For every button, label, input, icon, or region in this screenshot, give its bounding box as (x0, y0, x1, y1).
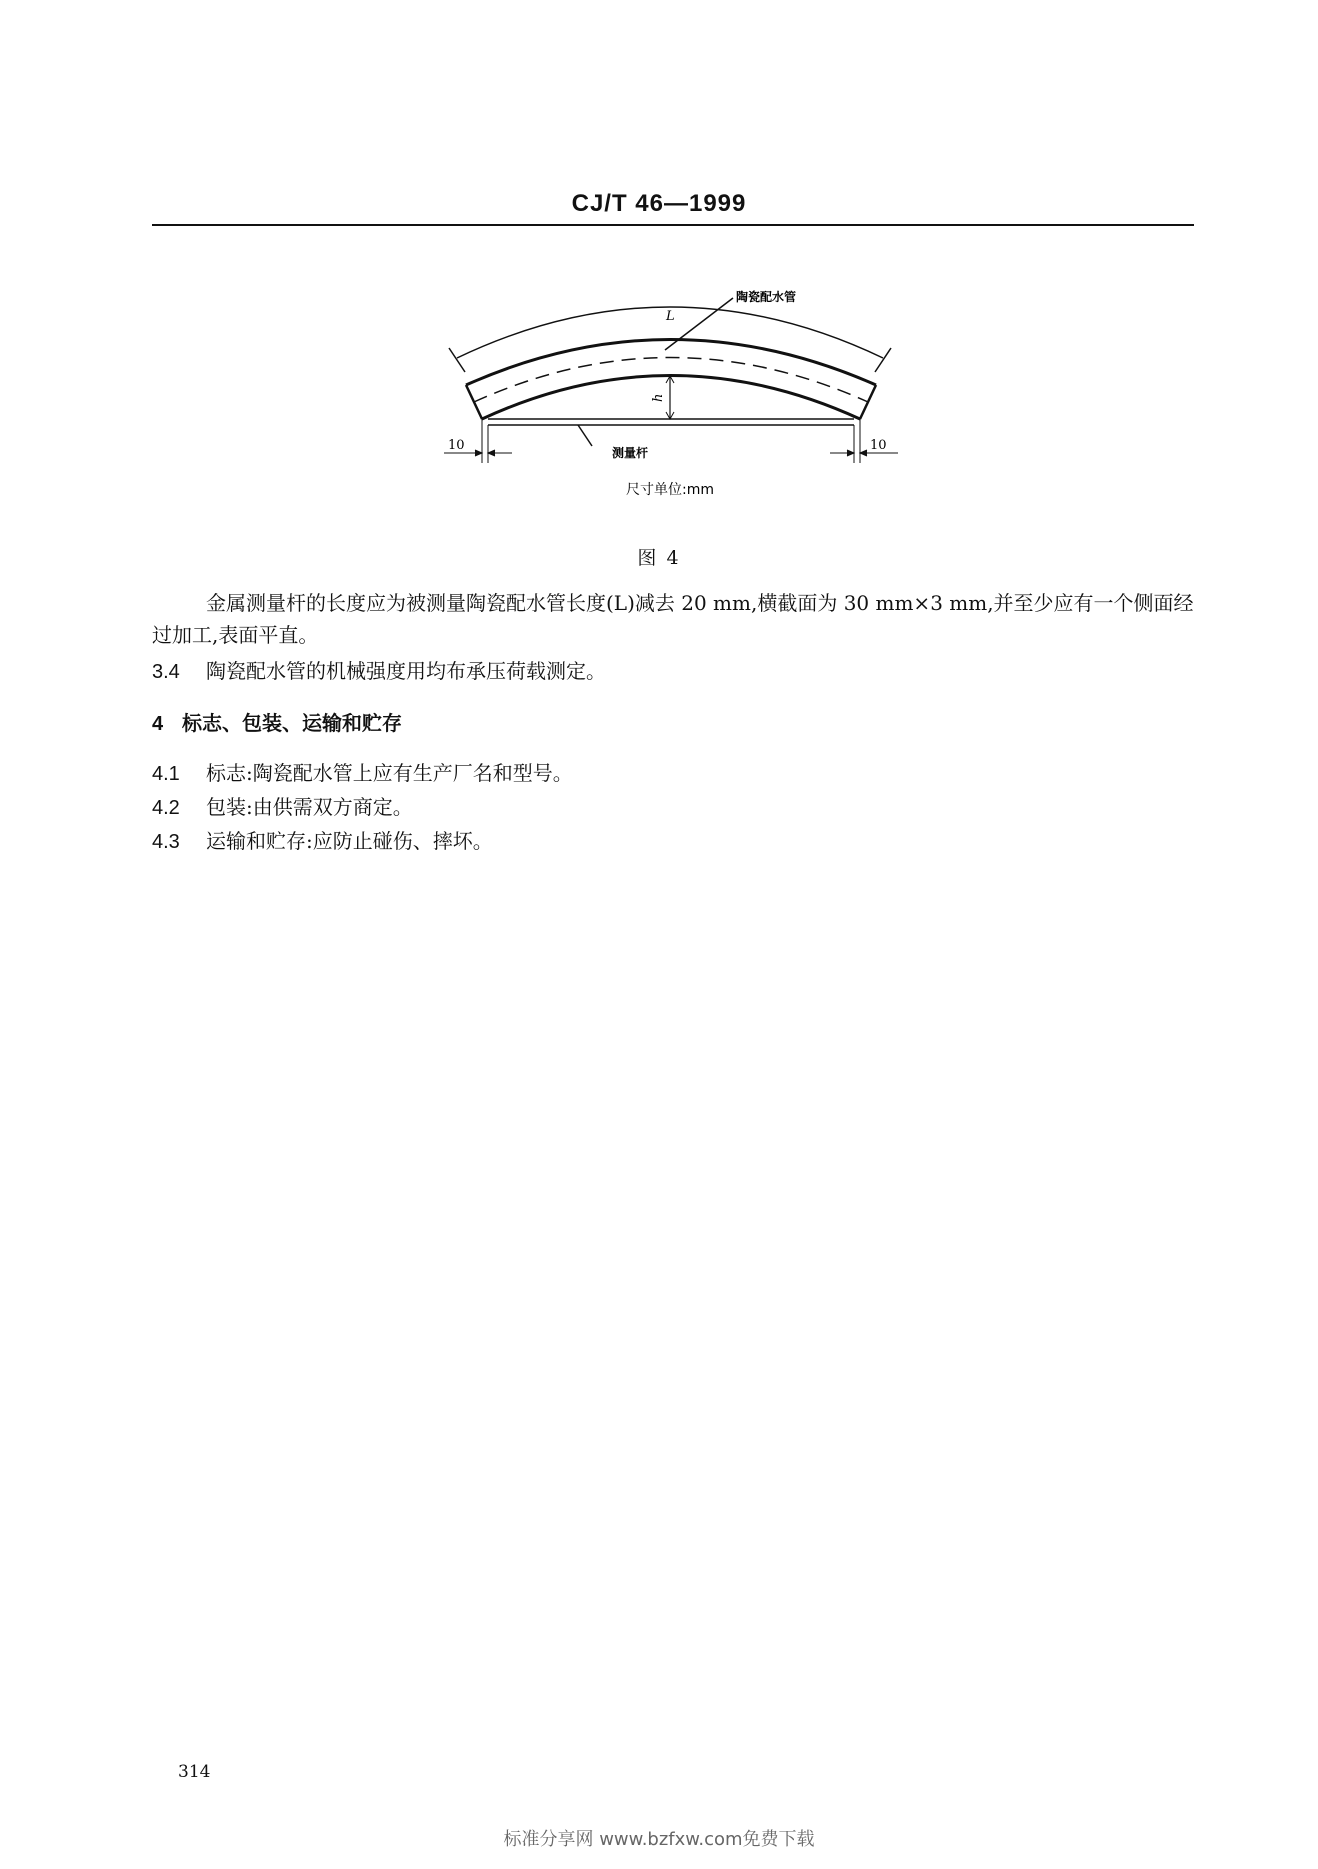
pipe-end-left (466, 385, 482, 419)
clause-number: 4.3 (152, 831, 180, 853)
clause-4-1 (152, 757, 573, 790)
clause-text: 标志:陶瓷配水管上应有生产厂名和型号。 (206, 761, 573, 785)
right-dimension-arrow-a (847, 450, 854, 456)
rod-label: 测量杆 (612, 446, 649, 460)
standard-code-header: CJ/T 46—1999 (571, 190, 747, 217)
length-dimension-tick-right (875, 348, 891, 372)
length-label: L (666, 309, 675, 324)
section-title: 标志、包装、运输和贮存 (182, 711, 402, 735)
right-dimension-arrow-b (860, 450, 867, 456)
header-divider (152, 224, 1194, 226)
clause-3-4 (152, 655, 606, 688)
unit-note: 尺寸单位:mm (626, 482, 714, 498)
clause-number: 4.1 (152, 763, 180, 785)
paragraph-rod-spec: 金属测量杆的长度应为被测量陶瓷配水管长度(L)减去 20 mm,横截面为 30 mm×3 mm,并至少应有一个侧面经过加工,表面平直。 (152, 591, 1194, 647)
section-number: 4 (152, 713, 164, 735)
left-dimension-arrow-b (488, 450, 495, 456)
left-dimension-value: 10 (448, 438, 465, 453)
pipe-end-right (860, 385, 876, 419)
pipe-centerline (474, 358, 868, 403)
pipe-deflection-figure (430, 268, 910, 508)
pipe-inner-edge (482, 376, 860, 420)
pipe-label: 陶瓷配水管 (736, 290, 797, 304)
clause-number: 3.4 (152, 661, 180, 683)
clause-number: 4.2 (152, 797, 180, 819)
figure-caption: 图 4 (637, 547, 681, 569)
section-4-heading (152, 707, 402, 740)
watermark-footer: 标准分享网 www.bzfxw.com免费下载 (503, 1829, 815, 1850)
page-number: 314 (178, 1762, 211, 1782)
clause-4-3 (152, 825, 493, 858)
clause-text: 运输和贮存:应防止碰伤、摔坏。 (206, 829, 493, 853)
right-dimension-value: 10 (870, 438, 887, 453)
clause-text: 陶瓷配水管的机械强度用均布承压荷载测定。 (206, 659, 606, 683)
deflection-label: h (651, 393, 666, 402)
clause-text: 包装:由供需双方商定。 (206, 795, 413, 819)
length-dimension-tick-left (449, 348, 465, 372)
clause-4-2 (152, 791, 413, 824)
left-dimension-arrow-a (475, 450, 482, 456)
rod-label-leader (578, 425, 592, 446)
